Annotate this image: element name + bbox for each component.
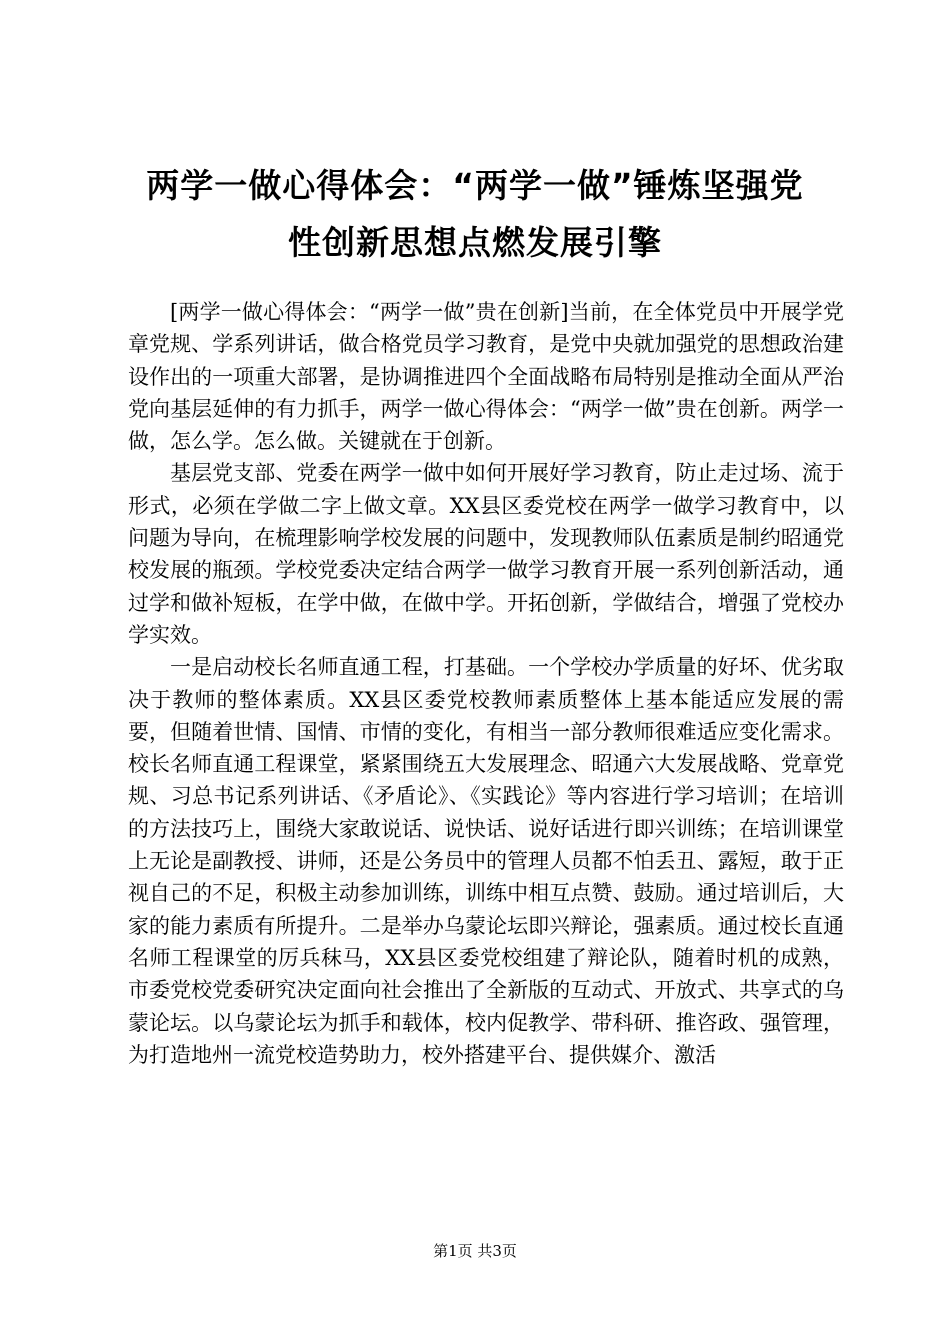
document-title-line-2: 性创新思想点燃发展引擎 <box>288 223 662 262</box>
paragraph: 基层党支部、党委在两学一做中如何开展好学习教育，防止走过场、流于形式，必须在学做二字上做文章。XX县区委党校在两学一做学习教育中，以问题为导向，在梳理影响学校发展的问题中，发现教师队伍素质是制约昭通党校发展的瓶颈。学校党委决定结合两学一做学习教育开展一系列创新活动，通过学和做补短板，在学中做，在做中学。开拓创新，学做结合，增强了党校办学实效。 <box>128 461 844 647</box>
document-body <box>128 296 844 1071</box>
document-title-line-1: 两学一做心得体会：“两学一做”锤炼坚强党 <box>146 166 804 205</box>
page-number-footer: 第1页 共3页 <box>433 1242 517 1260</box>
paragraph: [两学一做心得体会：“两学一做”贵在创新]当前，在全体党员中开展学党章党规、学系列讲话，做合格党员学习教育，是党中央就加强党的思想政治建设作出的一项重大部署，是协调推进四个全面战略布局特别是推动全面从严治党向基层延伸的有力抓手，两学一做心得体会：“两学一做”贵在创新。两学一做，怎么学。怎么做。关键就在于创新。 <box>128 300 844 454</box>
paragraph: 一是启动校长名师直通工程，打基础。一个学校办学质量的好坏、优劣取决于教师的整体素质。XX县区委党校教师素质整体上基本能适应发展的需要，但随着世情、国情、市情的变化，有相当一部分教师很难适应变化需求。校长名师直通工程课堂，紧紧围绕五大发展理念、昭通六大发展战略、党章党规、习总书记系列讲话、《矛盾论》、《实践论》等内容进行学习培训；在培训的方法技巧上，围绕大家敢说话、说快话、说好话进行即兴训练；在培训课堂上无论是副教授、讲师，还是公务员中的管理人员都不怕丢丑、露短，敢于正视自己的不足，积极主动参加训练，训练中相互点赞、鼓励。通过培训后，大家的能力素质有所提升。二是举办乌蒙论坛即兴辩论，强素质。通过校长直通名师工程课堂的厉兵秣马，XX县区委党校组建了辩论队，随着时机的成熟，市委党校党委研究决定面向社会推出了全新版的互动式、开放式、共享式的乌蒙论坛。以乌蒙论坛为抓手和载体，校内促教学、带科研、推咨政、强管理，为打造地州一流党校造势助力，校外搭建平台、提供媒介、激活 <box>128 655 844 1067</box>
